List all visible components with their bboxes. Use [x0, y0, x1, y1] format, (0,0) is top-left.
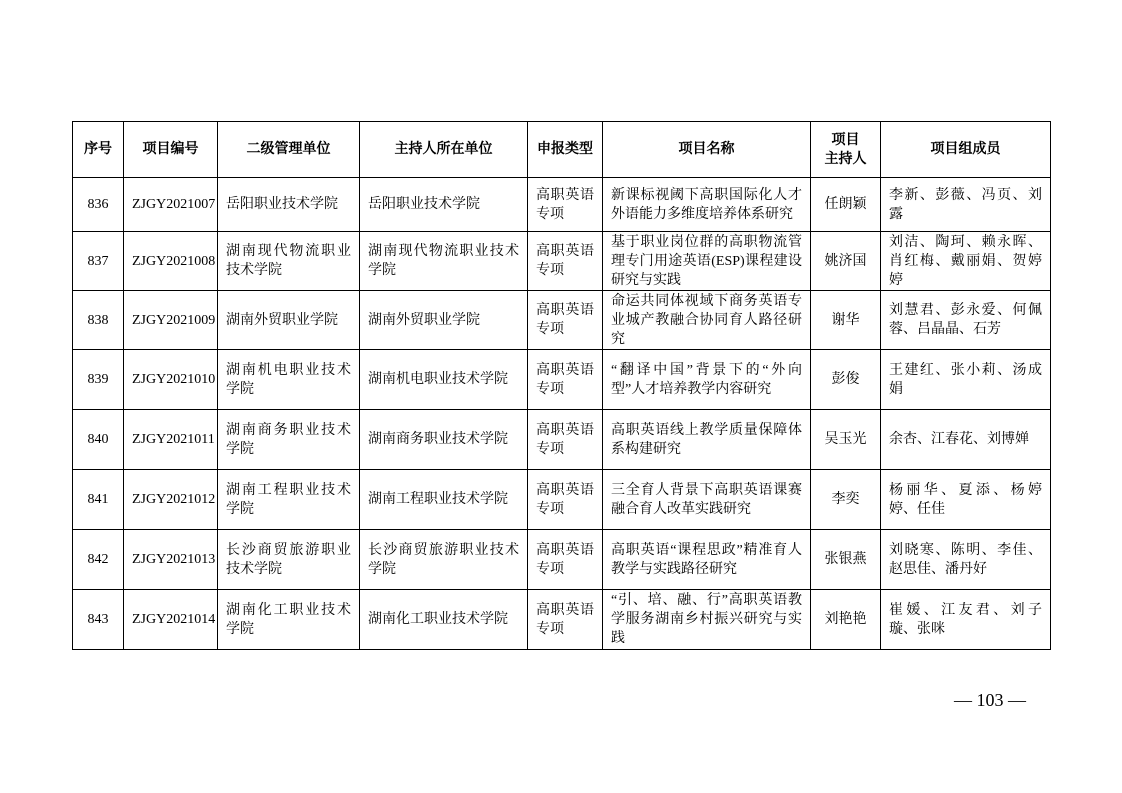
cell-members: 崔媛、江友君、刘子璇、张咪 — [881, 590, 1051, 650]
cell-host-unit: 湖南化工职业技术学院 — [360, 590, 528, 650]
header-seq: 序号 — [73, 122, 124, 178]
table-body — [73, 178, 1051, 650]
cell-project-code: ZJGY2021007 — [124, 178, 218, 232]
header-members: 项目组成员 — [881, 122, 1051, 178]
cell-project-name: 基于职业岗位群的高职物流管理专门用途英语(ESP)课程建设研究与实践 — [603, 232, 811, 291]
table-row — [73, 350, 1051, 410]
table-header — [73, 122, 1051, 178]
table-row — [73, 470, 1051, 530]
header-project-name: 项目名称 — [603, 122, 811, 178]
cell-type: 高职英语专项 — [528, 178, 603, 232]
cell-presenter: 姚济国 — [811, 232, 881, 291]
header-type: 申报类型 — [528, 122, 603, 178]
cell-presenter: 刘艳艳 — [811, 590, 881, 650]
cell-project-name: 命运共同体视域下商务英语专业城产教融合协同育人路径研究 — [603, 291, 811, 350]
table-row — [73, 530, 1051, 590]
header-row — [73, 122, 1051, 178]
header-presenter — [811, 122, 881, 178]
cell-project-name: “引、培、融、行”高职英语教学服务湖南乡村振兴研究与实践 — [603, 590, 811, 650]
cell-type: 高职英语专项 — [528, 350, 603, 410]
header-project-code: 项目编号 — [124, 122, 218, 178]
header-admin-unit: 二级管理单位 — [218, 122, 360, 178]
cell-seq: 839 — [73, 350, 124, 410]
table-row — [73, 410, 1051, 470]
cell-host-unit: 湖南现代物流职业技术学院 — [360, 232, 528, 291]
header-presenter-line2: 主持人 — [824, 151, 867, 167]
cell-presenter: 任朗颖 — [811, 178, 881, 232]
cell-admin-unit: 湖南现代物流职业技术学院 — [218, 232, 360, 291]
cell-members: 李新、彭薇、冯页、刘露 — [881, 178, 1051, 232]
cell-project-code: ZJGY2021012 — [124, 470, 218, 530]
cell-seq: 840 — [73, 410, 124, 470]
cell-project-code: ZJGY2021013 — [124, 530, 218, 590]
cell-presenter: 彭俊 — [811, 350, 881, 410]
cell-members: 刘晓寒、陈明、李佳、赵思佳、潘丹好 — [881, 530, 1051, 590]
cell-admin-unit: 湖南外贸职业学院 — [218, 291, 360, 350]
cell-members: 刘慧君、彭永爱、何佩蓉、吕晶晶、石芳 — [881, 291, 1051, 350]
cell-presenter: 李奕 — [811, 470, 881, 530]
page-number: — 103 — — [954, 690, 1026, 710]
cell-host-unit: 湖南工程职业技术学院 — [360, 470, 528, 530]
cell-members: 王建红、张小莉、汤成娟 — [881, 350, 1051, 410]
cell-project-code: ZJGY2021010 — [124, 350, 218, 410]
cell-host-unit: 长沙商贸旅游职业技术学院 — [360, 530, 528, 590]
cell-admin-unit: 湖南商务职业技术学院 — [218, 410, 360, 470]
cell-type: 高职英语专项 — [528, 410, 603, 470]
cell-admin-unit: 湖南工程职业技术学院 — [218, 470, 360, 530]
cell-admin-unit: 湖南机电职业技术学院 — [218, 350, 360, 410]
cell-project-name: 高职英语“课程思政”精准育人教学与实践路径研究 — [603, 530, 811, 590]
table-row — [73, 178, 1051, 232]
cell-seq: 842 — [73, 530, 124, 590]
cell-admin-unit: 岳阳职业技术学院 — [218, 178, 360, 232]
cell-project-code: ZJGY2021008 — [124, 232, 218, 291]
cell-seq: 843 — [73, 590, 124, 650]
cell-project-name: 新课标视阈下高职国际化人才外语能力多维度培养体系研究 — [603, 178, 811, 232]
project-table — [72, 121, 1051, 650]
cell-project-code: ZJGY2021011 — [124, 410, 218, 470]
table-row — [73, 232, 1051, 291]
cell-presenter: 吴玉光 — [811, 410, 881, 470]
cell-seq: 841 — [73, 470, 124, 530]
cell-seq: 837 — [73, 232, 124, 291]
cell-host-unit: 湖南商务职业技术学院 — [360, 410, 528, 470]
header-presenter-line1: 项目 — [831, 132, 860, 148]
cell-project-name: “翻译中国”背景下的“外向型”人才培养教学内容研究 — [603, 350, 811, 410]
table-row — [73, 590, 1051, 650]
cell-presenter: 张银燕 — [811, 530, 881, 590]
cell-project-code: ZJGY2021009 — [124, 291, 218, 350]
cell-type: 高职英语专项 — [528, 590, 603, 650]
cell-seq: 838 — [73, 291, 124, 350]
cell-project-name: 三全育人背景下高职英语课赛融合育人改革实践研究 — [603, 470, 811, 530]
cell-type: 高职英语专项 — [528, 232, 603, 291]
cell-members: 余杏、江春花、刘博婵 — [881, 410, 1051, 470]
cell-presenter: 谢华 — [811, 291, 881, 350]
cell-admin-unit: 长沙商贸旅游职业技术学院 — [218, 530, 360, 590]
cell-type: 高职英语专项 — [528, 530, 603, 590]
cell-host-unit: 岳阳职业技术学院 — [360, 178, 528, 232]
cell-host-unit: 湖南机电职业技术学院 — [360, 350, 528, 410]
cell-members: 杨丽华、夏添、杨婷婷、任佳 — [881, 470, 1051, 530]
cell-host-unit: 湖南外贸职业学院 — [360, 291, 528, 350]
header-host-unit: 主持人所在单位 — [360, 122, 528, 178]
cell-project-name: 高职英语线上教学质量保障体系构建研究 — [603, 410, 811, 470]
cell-type: 高职英语专项 — [528, 291, 603, 350]
cell-admin-unit: 湖南化工职业技术学院 — [218, 590, 360, 650]
cell-seq: 836 — [73, 178, 124, 232]
cell-type: 高职英语专项 — [528, 470, 603, 530]
table-row — [73, 291, 1051, 350]
cell-project-code: ZJGY2021014 — [124, 590, 218, 650]
cell-members: 刘洁、陶珂、赖永晖、肖红梅、戴丽娟、贺婷婷 — [881, 232, 1051, 291]
